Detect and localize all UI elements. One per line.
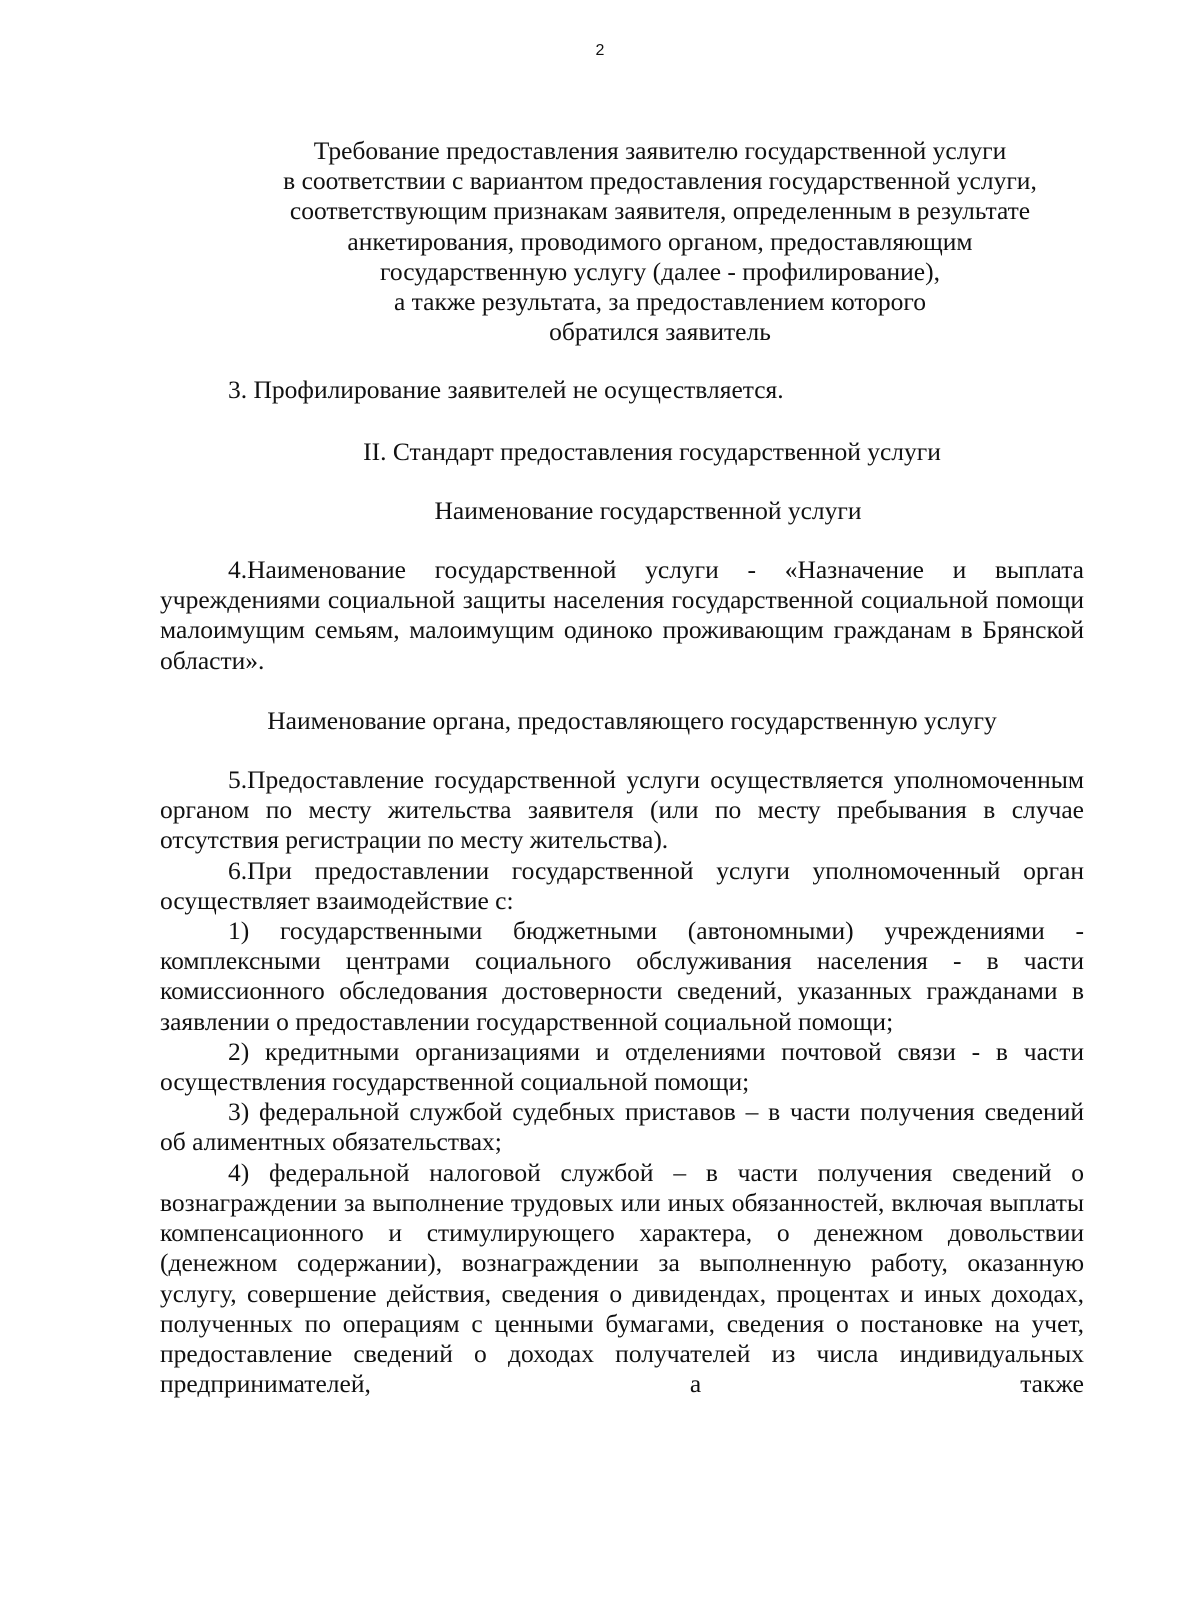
list-item-4: 4) федеральной налоговой службой – в части получения сведений о вознаграждении за выполнение трудовых или иных обязанностей, включая выплаты компенсационного и стимулирующего характера, о денежном довольствии (денежном содержании), вознаграждении за выполненную работу, оказанную услугу, совершение действия, сведения о дивидендах, процентах и иных доходах, полученных по операциям с ценными бумагами, сведения о постановке на учет, предоставление сведений о доходах получателей из числа индивидуальных предпринимателей, а также — [160, 1157, 1084, 1399]
heading-line: анкетирования, проводимого органом, предоставляющим — [347, 226, 973, 256]
document-body — [160, 136, 1084, 1399]
subheading-service-name: Наименование государственной услуги — [434, 495, 862, 525]
heading-line: в соответствии с вариантом предоставления государственной услуги, — [283, 166, 1037, 196]
paragraph-4: 4.Наименование государственной услуги - «Назначение и выплата учреждениями социальной защиты населения государственной социальной помощи малоимущим семьям, малоимущим одиноко проживающим гражданам в Брянской области». — [160, 555, 1084, 675]
section-title: II. Стандарт предоставления государственной услуги — [363, 436, 941, 466]
list-item-3: 3) федеральной службой судебных приставов – в части получения сведений об алиментных обязательствах; — [160, 1097, 1084, 1157]
list-item-1: 1) государственными бюджетными (автономными) учреждениями - комплексными центрами социального обслуживания населения - в части комиссионного обследования достоверности сведений, указанных гражданами в заявлении о предоставлении государственной социальной помощи; — [160, 916, 1084, 1036]
requirement-heading — [222, 136, 1098, 347]
paragraph-5: 5.Предоставление государственной услуги осуществляется уполномоченным органом по месту жительства заявителя (или по месту пребывания в случае отсутствия регистрации по месту жительства). — [160, 765, 1084, 855]
heading-line: обратился заявитель — [549, 317, 771, 347]
subheading-organ-name: Наименование органа, предоставляющего государственную услугу — [267, 705, 997, 735]
heading-line: соответствующим признакам заявителя, определенным в результате — [289, 196, 1031, 226]
paragraph-3: 3. Профилирование заявителей не осуществляется. — [228, 375, 784, 405]
heading-line: Требование предоставления заявителю государственной услуги — [313, 136, 1007, 165]
heading-line: государственную услугу (далее - профилирование), — [380, 256, 940, 286]
list-item-2: 2) кредитными организациями и отделениями почтовой связи - в части осуществления государственной социальной помощи; — [160, 1036, 1084, 1097]
paragraph-6: 6.При предоставлении государственной услуги уполномоченный орган осуществляет взаимодействие с: — [160, 855, 1084, 915]
page-number: 2 — [595, 42, 605, 59]
heading-line: а также результата, за предоставлением которого — [393, 287, 926, 317]
